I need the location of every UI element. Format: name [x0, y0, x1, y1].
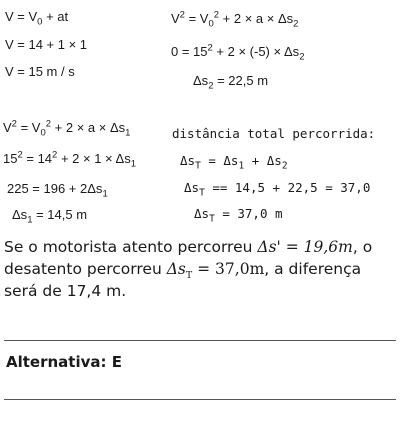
total-distance-heading: distância total percorrida: [172, 126, 376, 141]
equation-velocity: $V = V_0$ + at [5, 9, 69, 28]
total-distance-substituted: $\Delta s_T == 14,5 + 22,5 = 37,0$ [184, 180, 371, 199]
divider-top [4, 340, 396, 341]
torricelli-substituted-1: $15^2 = 14^2 + 2 \times 1 \times \Delta s_1$ [3, 149, 137, 170]
torricelli-simplified-1: $225 = 196 + 2\Delta s_1$ [7, 181, 108, 200]
divider-bottom [4, 399, 396, 400]
delta-s1-result: $\Delta s_1 = 14,5$ m [12, 207, 88, 226]
math-delta-s-total: $\Delta s_T = 37,0m$ [166, 260, 265, 282]
conclusion-paragraph: Se o motorista atento percorreu Δs' = 19,6m, o desatento percorreu $\Delta s_T = 37,0m$, a diferença será de 17,4 m. [4, 238, 373, 300]
equation-velocity-result: V = 15 m / s [5, 64, 75, 79]
total-distance-equation: $\Delta s_T = \Delta s_1 + \Delta s_2$ [180, 153, 288, 172]
math-delta-s-prime: Δs' = 19,6m [257, 238, 353, 256]
total-distance-result: $\Delta s_T = 37,0$ m [194, 206, 283, 225]
torricelli-equation-1: $V^2 = V_0^2 + 2 \times a \times \Delta s_1$ [3, 118, 131, 139]
torricelli-substituted-2: $0 = 15^2 + 2 \times (-5) \times \Delta s_2$ [171, 42, 305, 63]
answer-label: Alternativa: E [6, 353, 122, 371]
torricelli-equation-2: $V^2 = V_0^2 + 2 \times a \times \Delta s_2$ [171, 9, 299, 30]
delta-s2-result: $\Delta s_2 = 22,5$ m [193, 73, 269, 92]
equation-velocity-substituted: V = 14 + 1 × 1 [5, 37, 88, 52]
